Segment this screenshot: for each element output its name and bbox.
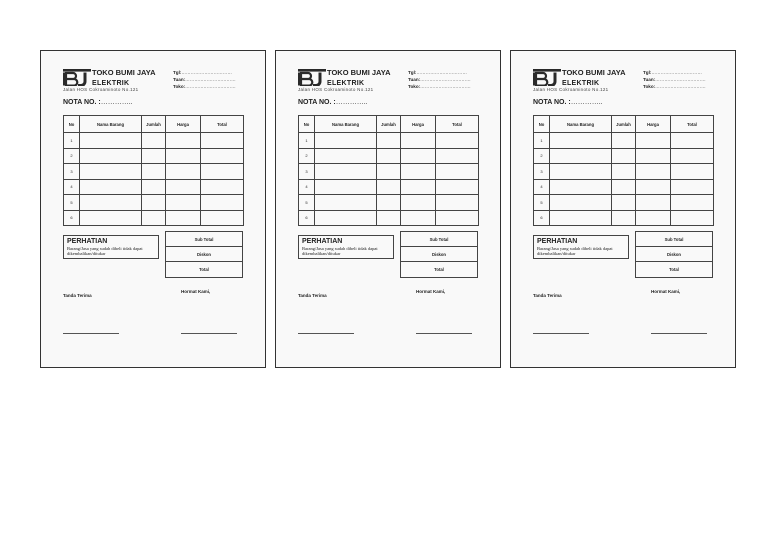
table-row (64, 148, 244, 164)
store-name: TOKO BUMI JAYA (327, 68, 391, 77)
summary-row (401, 247, 478, 262)
toko-field[interactable] (173, 83, 236, 90)
nota-number-field[interactable] (533, 99, 603, 106)
store-address: Jalan HOS Cokroaminoto No.121 (298, 87, 374, 92)
nota-number-field[interactable] (63, 99, 133, 106)
signature-line-receiver[interactable] (298, 333, 354, 334)
cell-harga[interactable] (636, 148, 671, 164)
table-body (534, 133, 714, 226)
cell-jumlah[interactable] (142, 210, 166, 226)
cell-nama-barang[interactable] (315, 210, 377, 226)
row-number: 2 (64, 148, 80, 164)
summary-row (401, 232, 478, 247)
row-number: 6 (64, 210, 80, 226)
perhatian-text: Barang/Jasa yang sudah dibeli tidak dapat dikembalikan/ditukar (537, 246, 613, 256)
cell-harga[interactable] (401, 148, 436, 164)
summary-table (635, 231, 713, 278)
cell-total[interactable] (436, 210, 479, 226)
cell-nama-barang[interactable] (315, 133, 377, 149)
sub-total-label: Sub Total (636, 232, 713, 247)
items-table (533, 115, 714, 226)
tuan-label: Tuan: (408, 77, 421, 82)
row-number: 3 (299, 164, 315, 180)
table-header-row (64, 116, 244, 133)
cell-harga[interactable] (636, 210, 671, 226)
row-number: 1 (64, 133, 80, 149)
summary-row (166, 262, 243, 277)
toko-dots: …………………………… (420, 84, 471, 89)
cell-total[interactable] (671, 148, 714, 164)
tuan-dots: …………………………… (420, 77, 471, 82)
tanda-terima-label: Tanda Terima (63, 293, 92, 298)
table-row (299, 164, 479, 180)
meta-fields (643, 69, 706, 90)
store-name: TOKO BUMI JAYA (562, 68, 626, 77)
hormat-kami-label: Hormat Kami, (651, 289, 681, 294)
cell-nama-barang[interactable] (80, 195, 142, 211)
nota-number-dots: ………….. (335, 99, 368, 106)
header-nama-barang: Nama Barang (80, 116, 142, 133)
cell-harga[interactable] (166, 195, 201, 211)
header-harga: Harga (636, 116, 671, 133)
cell-total[interactable] (201, 164, 244, 180)
cell-total[interactable] (671, 164, 714, 180)
store-subtitle: ELEKTRIK (92, 80, 130, 87)
summary-row (636, 247, 713, 262)
cell-nama-barang[interactable] (80, 133, 142, 149)
cell-nama-barang[interactable] (80, 164, 142, 180)
nota-number-label: NOTA NO. : (63, 99, 101, 106)
cell-harga[interactable] (401, 210, 436, 226)
table-row (534, 195, 714, 211)
toko-dots: …………………………… (185, 84, 236, 89)
store-name: TOKO BUMI JAYA (92, 68, 156, 77)
tgl-label: Tgl: (173, 70, 182, 75)
cell-nama-barang[interactable] (550, 195, 612, 211)
cell-jumlah[interactable] (377, 195, 401, 211)
toko-dots: …………………………… (655, 84, 706, 89)
cell-nama-barang[interactable] (315, 148, 377, 164)
row-number: 6 (534, 210, 550, 226)
cell-jumlah[interactable] (377, 179, 401, 195)
tuan-dots: …………………………… (185, 77, 236, 82)
cell-harga[interactable] (166, 179, 201, 195)
cell-total[interactable] (436, 148, 479, 164)
nota-form (40, 50, 266, 368)
hormat-kami-label: Hormat Kami, (416, 289, 446, 294)
cell-nama-barang[interactable] (315, 164, 377, 180)
header-jumlah: Jumlah (377, 116, 401, 133)
row-number: 1 (299, 133, 315, 149)
row-number: 4 (299, 179, 315, 195)
items-table (63, 115, 244, 226)
summary-table (400, 231, 478, 278)
row-number: 4 (534, 179, 550, 195)
table-row (534, 148, 714, 164)
nota-form (275, 50, 501, 368)
table-row (534, 210, 714, 226)
cell-total[interactable] (201, 133, 244, 149)
cell-total[interactable] (436, 195, 479, 211)
toko-label: Toko: (408, 84, 421, 89)
cell-jumlah[interactable] (142, 195, 166, 211)
cell-harga[interactable] (166, 133, 201, 149)
cell-nama-barang[interactable] (315, 179, 377, 195)
signature-line-receiver[interactable] (63, 333, 119, 334)
header-no: No (534, 116, 550, 133)
cell-jumlah[interactable] (142, 164, 166, 180)
perhatian-notice (298, 235, 394, 259)
table-row (534, 179, 714, 195)
summary-row (401, 262, 478, 277)
store-subtitle: ELEKTRIK (327, 80, 365, 87)
tgl-dots: …………………………… (651, 70, 702, 75)
header-no: No (299, 116, 315, 133)
cell-total[interactable] (436, 133, 479, 149)
tuan-field[interactable] (173, 76, 236, 83)
table-row (299, 133, 479, 149)
header-total: Total (201, 116, 244, 133)
cell-harga[interactable] (401, 133, 436, 149)
total-label: Total (401, 262, 478, 277)
tuan-field[interactable] (408, 76, 471, 83)
cell-total[interactable] (671, 195, 714, 211)
total-label: Total (166, 262, 243, 277)
cell-harga[interactable] (636, 164, 671, 180)
perhatian-notice (63, 235, 159, 259)
hormat-kami-label: Hormat Kami, (181, 289, 211, 294)
meta-fields (408, 69, 471, 90)
tgl-label: Tgl: (643, 70, 652, 75)
cell-jumlah[interactable] (612, 210, 636, 226)
table-row (64, 164, 244, 180)
header-nama-barang: Nama Barang (550, 116, 612, 133)
store-subtitle: ELEKTRIK (562, 80, 600, 87)
signature-line-store[interactable] (651, 333, 707, 334)
table-header-row (534, 116, 714, 133)
table-row (299, 210, 479, 226)
perhatian-title: PERHATIAN (537, 238, 578, 245)
cell-total[interactable] (671, 133, 714, 149)
cell-harga[interactable] (636, 133, 671, 149)
table-row (534, 133, 714, 149)
table-row (64, 179, 244, 195)
row-number: 3 (534, 164, 550, 180)
header-harga: Harga (401, 116, 436, 133)
row-number: 5 (64, 195, 80, 211)
nota-number-label: NOTA NO. : (298, 99, 336, 106)
header-total: Total (671, 116, 714, 133)
perhatian-notice (533, 235, 629, 259)
cell-jumlah[interactable] (142, 179, 166, 195)
cell-harga[interactable] (166, 210, 201, 226)
cell-jumlah[interactable] (377, 210, 401, 226)
cell-nama-barang[interactable] (80, 148, 142, 164)
tgl-field[interactable] (643, 69, 706, 76)
row-number: 6 (299, 210, 315, 226)
tanda-terima-label: Tanda Terima (298, 293, 327, 298)
toko-field[interactable] (408, 83, 471, 90)
cell-harga[interactable] (166, 148, 201, 164)
header-no: No (64, 116, 80, 133)
cell-jumlah[interactable] (142, 148, 166, 164)
nota-form (510, 50, 736, 368)
perhatian-text: Barang/Jasa yang sudah dibeli tidak dapat dikembalikan/ditukar (67, 246, 143, 256)
cell-nama-barang[interactable] (550, 133, 612, 149)
cell-nama-barang[interactable] (80, 179, 142, 195)
cell-total[interactable] (671, 210, 714, 226)
header-jumlah: Jumlah (612, 116, 636, 133)
cell-jumlah[interactable] (377, 133, 401, 149)
table-row (299, 179, 479, 195)
nota-number-field[interactable] (298, 99, 368, 106)
sub-total-label: Sub Total (401, 232, 478, 247)
table-row (299, 195, 479, 211)
signature-line-receiver[interactable] (533, 333, 589, 334)
row-number: 2 (534, 148, 550, 164)
diskon-label: Diskon (401, 247, 478, 262)
header-jumlah: Jumlah (142, 116, 166, 133)
bj-logo-icon (63, 69, 91, 86)
diskon-label: Diskon (636, 247, 713, 262)
cell-harga[interactable] (401, 195, 436, 211)
cell-jumlah[interactable] (377, 148, 401, 164)
toko-label: Toko: (173, 84, 186, 89)
store-address: Jalan HOS Cokroaminoto No.121 (533, 87, 609, 92)
tgl-field[interactable] (173, 69, 236, 76)
cell-harga[interactable] (166, 164, 201, 180)
cell-total[interactable] (201, 179, 244, 195)
table-row (64, 210, 244, 226)
total-label: Total (636, 262, 713, 277)
cell-jumlah[interactable] (612, 195, 636, 211)
cell-nama-barang[interactable] (550, 179, 612, 195)
cell-jumlah[interactable] (377, 164, 401, 180)
header-total: Total (436, 116, 479, 133)
row-number: 5 (299, 195, 315, 211)
table-row (64, 195, 244, 211)
nota-number-dots: ………….. (570, 99, 603, 106)
perhatian-title: PERHATIAN (302, 238, 343, 245)
row-number: 5 (534, 195, 550, 211)
cell-total[interactable] (436, 164, 479, 180)
header-harga: Harga (166, 116, 201, 133)
cell-jumlah[interactable] (612, 179, 636, 195)
cell-jumlah[interactable] (612, 148, 636, 164)
tuan-label: Tuan: (643, 77, 656, 82)
cell-total[interactable] (201, 148, 244, 164)
tgl-dots: …………………………… (416, 70, 467, 75)
tuan-field[interactable] (643, 76, 706, 83)
summary-row (636, 262, 713, 277)
tuan-dots: …………………………… (655, 77, 706, 82)
nota-number-label: NOTA NO. : (533, 99, 571, 106)
row-number: 3 (64, 164, 80, 180)
cell-nama-barang[interactable] (550, 164, 612, 180)
cell-nama-barang[interactable] (80, 210, 142, 226)
summary-row (636, 232, 713, 247)
cell-nama-barang[interactable] (315, 195, 377, 211)
signature-line-store[interactable] (416, 333, 472, 334)
tuan-label: Tuan: (173, 77, 186, 82)
tgl-label: Tgl: (408, 70, 417, 75)
cell-total[interactable] (436, 179, 479, 195)
tgl-dots: …………………………… (181, 70, 232, 75)
summary-table (165, 231, 243, 278)
cell-jumlah[interactable] (612, 164, 636, 180)
items-table (298, 115, 479, 226)
sub-total-label: Sub Total (166, 232, 243, 247)
cell-harga[interactable] (401, 179, 436, 195)
cell-harga[interactable] (636, 195, 671, 211)
table-row (64, 133, 244, 149)
row-number: 4 (64, 179, 80, 195)
summary-row (166, 247, 243, 262)
header-nama-barang: Nama Barang (315, 116, 377, 133)
cell-harga[interactable] (636, 179, 671, 195)
diskon-label: Diskon (166, 247, 243, 262)
perhatian-text: Barang/Jasa yang sudah dibeli tidak dapat dikembalikan/ditukar (302, 246, 378, 256)
signature-line-store[interactable] (181, 333, 237, 334)
bj-logo-icon (533, 69, 561, 86)
cell-total[interactable] (201, 210, 244, 226)
cell-total[interactable] (671, 179, 714, 195)
cell-nama-barang[interactable] (550, 148, 612, 164)
perhatian-title: PERHATIAN (67, 238, 108, 245)
table-body (299, 133, 479, 226)
cell-total[interactable] (201, 195, 244, 211)
cell-jumlah[interactable] (142, 133, 166, 149)
cell-nama-barang[interactable] (550, 210, 612, 226)
tgl-field[interactable] (408, 69, 471, 76)
meta-fields (173, 69, 236, 90)
summary-row (166, 232, 243, 247)
toko-label: Toko: (643, 84, 656, 89)
table-row (299, 148, 479, 164)
store-address: Jalan HOS Cokroaminoto No.121 (63, 87, 139, 92)
tanda-terima-label: Tanda Terima (533, 293, 562, 298)
row-number: 2 (299, 148, 315, 164)
table-body (64, 133, 244, 226)
cell-harga[interactable] (401, 164, 436, 180)
table-header-row (299, 116, 479, 133)
nota-number-dots: ………….. (100, 99, 133, 106)
table-row (534, 164, 714, 180)
row-number: 1 (534, 133, 550, 149)
bj-logo-icon (298, 69, 326, 86)
toko-field[interactable] (643, 83, 706, 90)
cell-jumlah[interactable] (612, 133, 636, 149)
